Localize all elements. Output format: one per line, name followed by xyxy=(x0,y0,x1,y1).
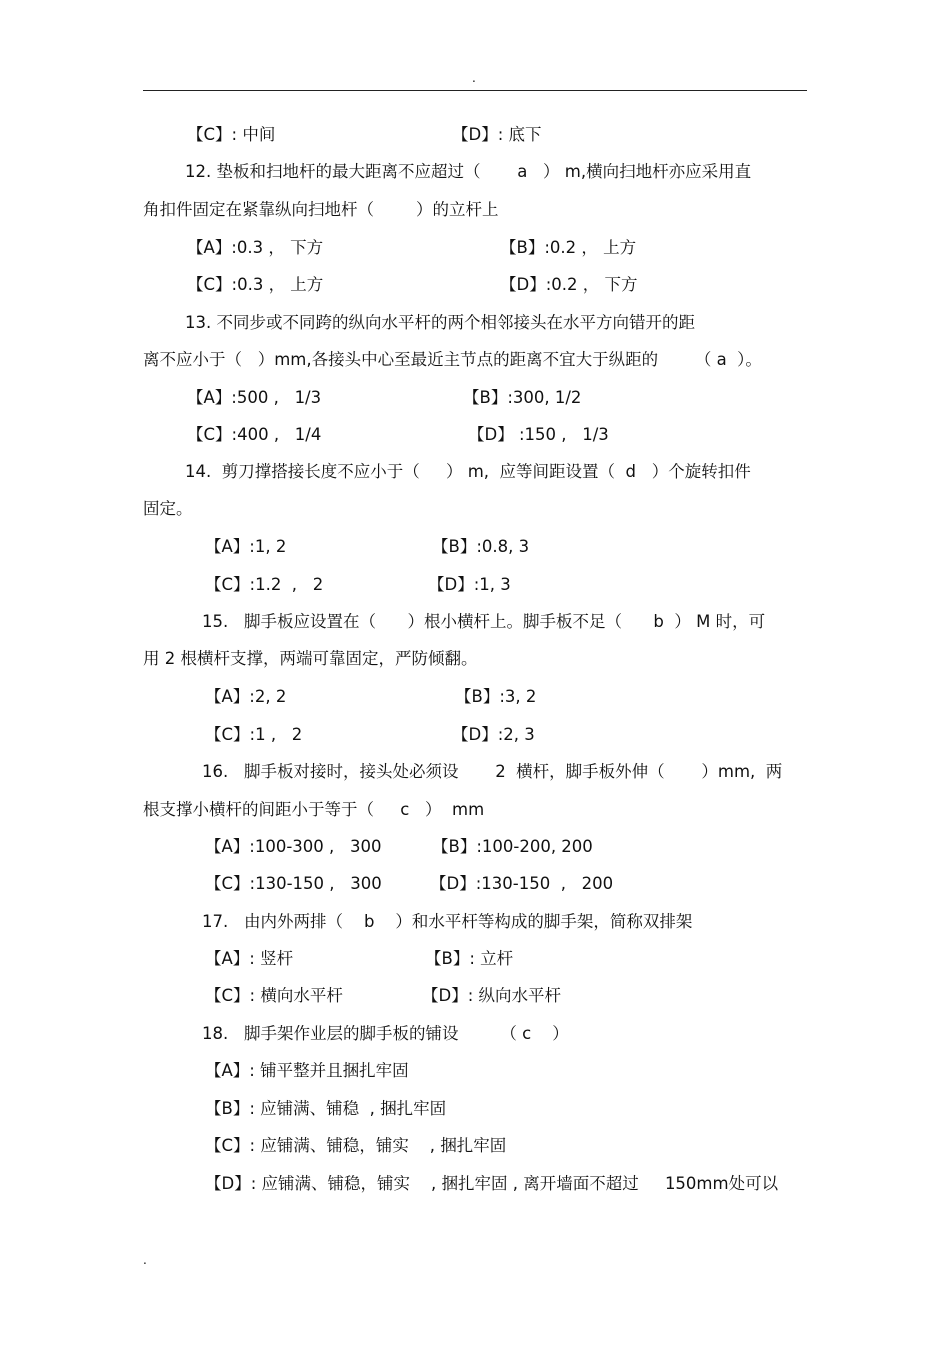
option-15d: 【D】:2, 3 xyxy=(452,725,535,744)
option-18b: 【B】: 应铺满、铺稳 , 捆扎牢固 xyxy=(205,1099,447,1118)
question-17: 17. 由内外两排（ b ）和水平杆等构成的脚手架，简称双排架 xyxy=(202,912,693,931)
option-12d: 【D】:0.2 ， 下方 xyxy=(500,275,638,294)
question-15-line-2: 用 2 根横杆支撑，两端可靠固定，严防倾翻。 xyxy=(143,649,478,668)
option-17a: 【A】: 竖杆 xyxy=(205,949,294,968)
option-17b: 【B】: 立杆 xyxy=(425,949,514,968)
header-rule xyxy=(143,90,807,91)
header-dot: . xyxy=(472,71,476,85)
option-14c: 【C】:1.2 , 2 xyxy=(205,575,324,594)
option-15b: 【B】:3, 2 xyxy=(455,687,537,706)
question-16-line-2: 根支撑小横杆的间距小于等于（ c ） mm xyxy=(143,800,485,819)
option-16c: 【C】:130-150 , 300 xyxy=(205,874,382,893)
option-14b: 【B】:0.8, 3 xyxy=(432,537,530,556)
option-15c: 【C】:1 , 2 xyxy=(205,725,303,744)
question-13-line-1: 13. 不同步或不同跨的纵向水平杆的两个相邻接头在水平方向错开的距 xyxy=(185,313,695,332)
option-18d: 【D】: 应铺满、铺稳，铺实 , 捆扎牢固 , 离开墙面不超过 150mm处可以 xyxy=(205,1174,779,1193)
option-12b: 【B】:0.2 ， 上方 xyxy=(500,238,637,257)
option-14d: 【D】:1, 3 xyxy=(428,575,511,594)
question-12-line-2: 角扣件固定在紧靠纵向扫地杆（ ）的立杆上 xyxy=(143,200,499,219)
question-18: 18. 脚手架作业层的脚手板的铺设 （ c ） xyxy=(202,1024,569,1043)
option-16b: 【B】:100-200, 200 xyxy=(432,837,593,856)
option-16a: 【A】:100-300 , 300 xyxy=(205,837,382,856)
option-15a: 【A】:2, 2 xyxy=(205,687,287,706)
option-17c: 【C】: 横向水平杆 xyxy=(205,986,343,1005)
question-13-line-2: 离不应小于（ ）mm,各接头中心至最近主节点的距离不宜大于纵距的 （ a ）。 xyxy=(143,350,762,369)
option-12a: 【A】:0.3 ， 下方 xyxy=(187,238,324,257)
option-18c: 【C】: 应铺满、铺稳，铺实 , 捆扎牢固 xyxy=(205,1136,507,1155)
option-17d: 【D】: 纵向水平杆 xyxy=(422,986,562,1005)
question-16-line-1: 16. 脚手板对接时，接头处必须设 2 横杆，脚手板外伸（ ）mm, 两 xyxy=(202,762,783,781)
option-18a: 【A】: 铺平整并且捆扎牢固 xyxy=(205,1061,409,1080)
question-14-line-2: 固定。 xyxy=(143,499,193,518)
option-11d: 【D】: 底下 xyxy=(452,125,542,144)
question-14-line-1: 14. 剪刀撑搭接长度不应小于（ ） m, 应等间距设置（ d ）个旋转扣件 xyxy=(185,462,751,481)
option-13a: 【A】:500 , 1/3 xyxy=(187,388,322,407)
option-13d: 【D】 :150 , 1/3 xyxy=(468,425,609,444)
option-16d: 【D】:130-150 , 200 xyxy=(430,874,614,893)
question-12-line-1: 12. 垫板和扫地杆的最大距离不应超过（ a ） m,横向扫地杆亦应采用直 xyxy=(185,162,752,181)
option-13c: 【C】:400 , 1/4 xyxy=(187,425,322,444)
option-14a: 【A】:1, 2 xyxy=(205,537,287,556)
question-15-line-1: 15. 脚手板应设置在（ ）根小横杆上。脚手板不足（ b ） M 时，可 xyxy=(202,612,766,631)
option-13b: 【B】:300, 1/2 xyxy=(463,388,582,407)
footer-dot: . xyxy=(143,1253,147,1267)
option-11c: 【C】: 中间 xyxy=(187,125,276,144)
option-12c: 【C】:0.3 ， 上方 xyxy=(187,275,324,294)
